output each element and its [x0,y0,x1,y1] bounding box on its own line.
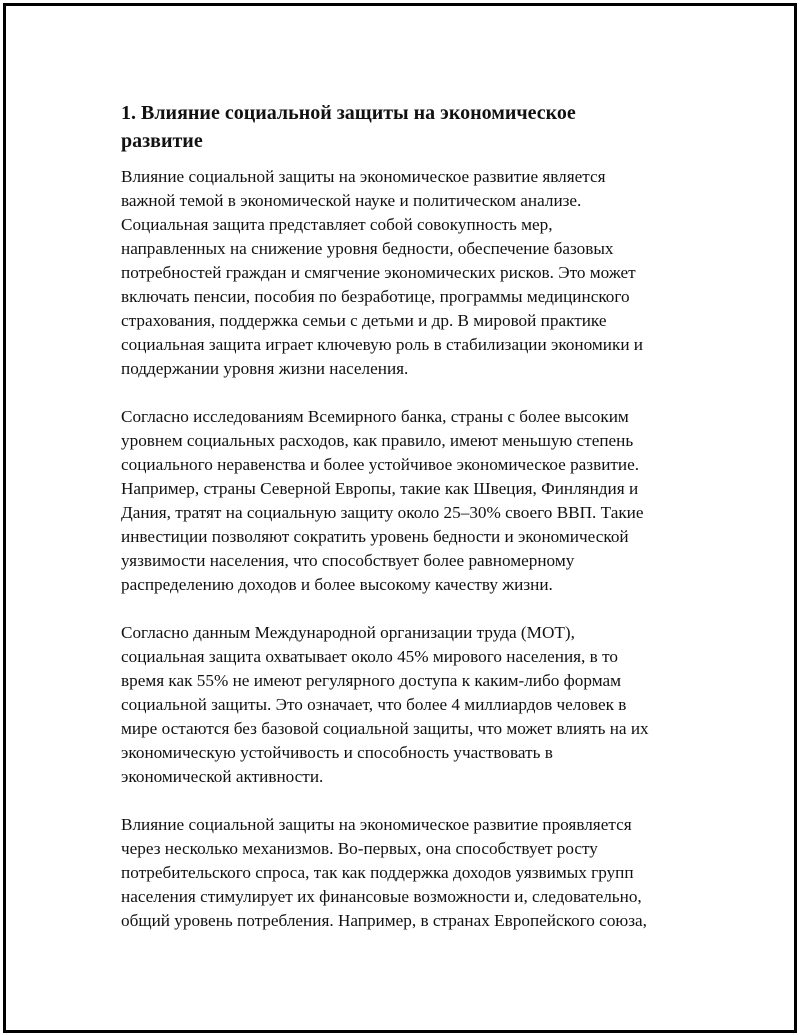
text-line: Согласно данным Международной организации труда (МОТ), [121,623,575,642]
text-line: экономическую устойчивость и способность участвовать в [121,743,553,762]
text-line: важной темой в экономической науке и политическом анализе. [121,191,582,210]
heading-line: развитие [121,130,203,152]
paragraph-1 [121,165,693,381]
heading-line: 1. Влияние социальной защиты на экономическое [121,102,576,124]
section-heading [121,99,693,155]
paragraph-3 [121,621,693,789]
text-line: потребительского спроса, так как поддержка доходов уязвимых групп [121,863,634,882]
text-line: страхования, поддержка семьи с детьми и др. В мировой практике [121,311,607,330]
paragraph-4 [121,813,693,933]
text-line: распределению доходов и более высокому качеству жизни. [121,575,553,594]
text-line: общий уровень потребления. Например, в странах Европейского союза, [121,911,647,930]
text-line: Влияние социальной защиты на экономическое развитие проявляется [121,815,632,834]
text-line: экономической активности. [121,767,324,786]
text-line: через несколько механизмов. Во-первых, она способствует росту [121,839,598,858]
text-line: населения стимулирует их финансовые возможности и, следовательно, [121,887,642,906]
text-line: уязвимости населения, что способствует более равномерному [121,551,575,570]
text-line: включать пенсии, пособия по безработице, программы медицинского [121,287,630,306]
text-line: социальная защита играет ключевую роль в стабилизации экономики и [121,335,644,354]
text-line: Например, страны Северной Европы, такие как Швеция, Финляндия и [121,479,639,498]
text-line: уровнем социальных расходов, как правило, имеют меньшую степень [121,431,634,450]
text-line: социального неравенства и более устойчивое экономическое развитие. [121,455,640,474]
text-line: мире остаются без базовой социальной защиты, что может влиять на их [121,719,649,738]
text-line: инвестиции позволяют сократить уровень бедности и экономической [121,527,629,546]
text-line: потребностей граждан и смягчение экономических рисков. Это может [121,263,636,282]
text-line: Согласно исследованиям Всемирного банка, страны с более высоким [121,407,629,426]
text-line: Влияние социальной защиты на экономическое развитие является [121,167,606,186]
document-body [121,99,693,957]
text-line: направленных на снижение уровня бедности, обеспечение базовых [121,239,614,258]
page-frame [3,3,797,1033]
text-line: социальная защита охватывает около 45% мирового населения, в то [121,647,618,666]
text-line: Дания, тратят на социальную защиту около 25–30% своего ВВП. Такие [121,503,644,522]
paragraph-2 [121,405,693,597]
text-line: поддержании уровня жизни населения. [121,359,409,378]
text-line: Социальная защита представляет собой совокупность мер, [121,215,553,234]
text-line: время как 55% не имеют регулярного доступа к каким-либо формам [121,671,621,690]
text-line: социальной защиты. Это означает, что более 4 миллиардов человек в [121,695,627,714]
